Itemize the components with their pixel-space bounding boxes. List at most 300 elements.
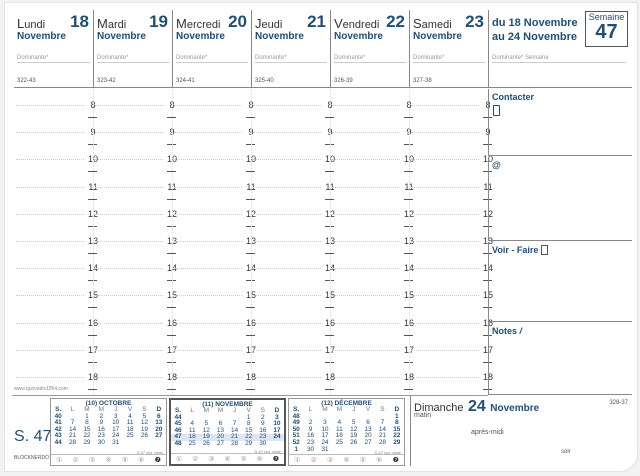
mini-calendar[interactable] <box>169 398 286 466</box>
hour-label[interactable]: 17 <box>87 344 98 355</box>
week-number[interactable]: 45 <box>174 420 182 428</box>
hour-line <box>174 105 242 106</box>
calendar-day[interactable]: 3 <box>323 419 327 427</box>
day-circle-icon[interactable]: ③ <box>326 457 334 464</box>
phone-icon <box>493 105 500 116</box>
calendar-day[interactable]: 7 <box>70 419 75 427</box>
day-dominante: Dominante* <box>334 55 406 63</box>
hour-label[interactable]: 13 <box>482 236 493 246</box>
todo-label: Voir - Faire <box>492 245 539 255</box>
weekday-header: V <box>365 406 371 413</box>
hour-line <box>95 295 163 296</box>
calendar-day[interactable]: 12 <box>350 425 358 433</box>
week-number[interactable]: 50 <box>292 425 300 433</box>
calendar-day[interactable]: 23 <box>256 434 270 441</box>
day-dominante: Dominante* <box>255 55 327 63</box>
calendar-day[interactable]: 17 <box>112 425 120 433</box>
hour-label[interactable]: 9 <box>402 127 416 137</box>
notes-label: Notes <box>492 326 518 336</box>
calendar-day[interactable]: 25 <box>188 439 196 447</box>
day-month: Novembre <box>334 31 383 42</box>
calendar-day[interactable]: 25 <box>126 432 134 440</box>
hour-label[interactable]: 11 <box>165 182 179 192</box>
hour-line <box>411 350 479 351</box>
calendar-day[interactable]: 2 <box>308 419 313 427</box>
hour-label[interactable]: 14 <box>245 263 256 274</box>
calendar-day[interactable]: 14 <box>68 425 77 433</box>
calendar-day[interactable]: 21 <box>378 432 387 440</box>
hour-label[interactable]: 16 <box>87 317 98 328</box>
hour-label[interactable]: 16 <box>166 317 177 328</box>
hour-line <box>253 105 321 106</box>
hour-line <box>174 132 242 133</box>
calendar-day[interactable]: 19 <box>199 434 213 441</box>
calendar-day[interactable]: 16 <box>306 432 315 440</box>
calendar-day[interactable] <box>152 440 166 447</box>
hour-label[interactable]: 11 <box>481 182 495 192</box>
day-dominante: Dominante* <box>17 55 90 63</box>
calendar-grid <box>171 408 284 448</box>
hour-label[interactable]: 10 <box>324 154 335 165</box>
hour-label[interactable]: 13 <box>87 236 98 246</box>
hour-label[interactable]: 11 <box>323 182 337 192</box>
calendar-day[interactable]: 18 <box>335 432 343 440</box>
weekday-header: L <box>190 407 194 414</box>
calendar-day[interactable]: 4 <box>190 420 194 428</box>
hour-line <box>95 214 163 215</box>
hour-label[interactable]: 13 <box>166 236 177 246</box>
hour-label[interactable]: 8 <box>402 100 416 110</box>
hour-line <box>174 241 242 242</box>
day-code: 322-43 <box>17 78 36 84</box>
calendar-day[interactable]: 30 <box>97 438 105 446</box>
week-number-box <box>585 11 628 47</box>
weekday-header: V <box>246 407 251 414</box>
calendar-day[interactable] <box>123 440 137 447</box>
hour-label[interactable]: 12 <box>87 208 98 219</box>
hour-label[interactable]: 17 <box>166 344 177 355</box>
calendar-day[interactable]: 17 <box>321 432 329 440</box>
calendar-day[interactable]: 22 <box>242 434 256 441</box>
week-number[interactable]: 43 <box>54 432 62 440</box>
calendar-day[interactable]: 1 <box>85 412 89 420</box>
day-circle-icon[interactable]: ⑤ <box>240 456 247 463</box>
hour-label[interactable]: 8 <box>323 100 337 110</box>
calendar-day[interactable]: 31 <box>321 445 329 453</box>
hour-label[interactable]: 15 <box>324 290 335 301</box>
calendar-day[interactable]: 13 <box>364 425 372 433</box>
calendar-day[interactable] <box>270 441 284 448</box>
weekday-header: M <box>322 406 328 413</box>
hour-label[interactable]: 8 <box>244 100 258 110</box>
day-circle-icon[interactable]: ① <box>175 456 183 463</box>
day-code: 323-42 <box>97 78 116 84</box>
calendar-day[interactable]: 9 <box>261 420 265 428</box>
sunday-name: Dimanche <box>414 402 464 414</box>
calendar-day[interactable]: 26 <box>202 439 210 447</box>
calendar-day[interactable]: 26 <box>140 432 149 440</box>
week-number[interactable]: 40 <box>54 412 62 420</box>
calendar-day[interactable]: 29 <box>245 439 253 447</box>
calendar-day[interactable]: 9 <box>308 425 313 433</box>
calendar-day[interactable]: 6 <box>218 420 223 428</box>
weekday-header: M <box>203 407 210 414</box>
calendar-day[interactable]: 21 <box>68 432 77 440</box>
hour-label[interactable]: 10 <box>87 154 98 165</box>
calendar-day[interactable]: 30 <box>306 445 315 453</box>
day-circle-icon[interactable]: ① <box>294 457 301 464</box>
day-dominante: Dominante* <box>97 55 169 63</box>
calendar-week-row <box>51 414 166 421</box>
day-header-vendredi[interactable] <box>330 10 409 88</box>
todo-title <box>492 245 629 255</box>
calendar-day[interactable]: 3 <box>113 412 118 420</box>
calendar-day[interactable]: 31 <box>112 438 120 446</box>
mini-calendar[interactable] <box>288 398 405 466</box>
hour-label[interactable]: 17 <box>482 344 493 355</box>
hour-label[interactable]: 18 <box>403 372 414 382</box>
hour-label[interactable]: 17 <box>403 344 414 355</box>
hour-label[interactable]: 13 <box>403 236 414 246</box>
weekday-header: M <box>336 406 343 413</box>
calendar-day[interactable]: 24 <box>112 432 120 440</box>
hour-label[interactable]: 14 <box>403 263 414 274</box>
hour-label[interactable]: 18 <box>245 372 256 382</box>
hour-line <box>332 159 400 160</box>
day-code: 324-41 <box>176 78 195 84</box>
calendar-day[interactable]: 29 <box>83 438 91 446</box>
hour-label[interactable]: 13 <box>324 236 335 246</box>
calendar-day[interactable]: 28 <box>68 438 77 446</box>
week-number[interactable]: 52 <box>292 438 300 446</box>
week-number[interactable]: 42 <box>54 425 62 433</box>
hour-label[interactable]: 9 <box>165 127 179 137</box>
calendar-day[interactable]: 9 <box>99 419 104 427</box>
hour-label[interactable]: 18 <box>324 372 335 382</box>
day-circle-icon[interactable]: ⑤ <box>359 457 367 464</box>
hour-label[interactable]: 18 <box>166 372 177 382</box>
weekday-header: S <box>260 407 265 414</box>
calendar-day[interactable]: 18 <box>126 425 134 433</box>
hour-label[interactable]: 8 <box>481 100 495 110</box>
hour-label[interactable]: 10 <box>245 154 256 165</box>
calendar-day[interactable]: 11 <box>188 426 196 434</box>
day-circle-icon[interactable]: ④ <box>224 456 231 463</box>
calendar-day[interactable]: 30 <box>259 439 267 447</box>
calendar-week-row <box>171 434 284 441</box>
email-panel[interactable] <box>488 157 632 241</box>
calendar-day[interactable]: 5 <box>142 412 147 420</box>
notes-panel[interactable] <box>488 323 632 395</box>
day-header-lundi[interactable] <box>14 10 93 88</box>
calendar-day[interactable]: 24 <box>321 438 329 446</box>
calendar-header-row <box>289 407 404 414</box>
hour-label[interactable]: 12 <box>482 208 493 219</box>
hour-line <box>16 377 84 378</box>
day-name: Jeudi <box>255 16 283 31</box>
calendar-day[interactable]: 12 <box>202 426 210 434</box>
week-number[interactable]: 46 <box>174 426 182 434</box>
hour-label[interactable]: 8 <box>165 100 179 110</box>
calendar-day[interactable]: 26 <box>350 438 358 446</box>
hour-label[interactable]: 8 <box>86 100 100 110</box>
calendar-day[interactable]: 23 <box>306 438 315 446</box>
calendar-day[interactable]: 14 <box>378 425 387 433</box>
calendar-day[interactable]: 15 <box>393 425 401 433</box>
calendar-footnote: S-47 jour visite <box>136 450 163 455</box>
sunday-section[interactable] <box>410 396 632 466</box>
calendar-day[interactable]: 17 <box>273 426 281 434</box>
calendar-day[interactable]: 28 <box>378 438 387 446</box>
weekday-header: L <box>70 406 75 413</box>
calendar-day[interactable]: 24 <box>270 434 284 441</box>
calendar-day[interactable]: 23 <box>97 432 105 440</box>
calendar-grid <box>289 407 404 453</box>
calendar-day[interactable]: 15 <box>83 425 91 433</box>
calendar-day[interactable]: 4 <box>128 412 132 420</box>
day-circle-icon[interactable]: ④ <box>343 457 350 464</box>
day-circle-icon[interactable]: ③ <box>88 457 96 464</box>
hour-label[interactable]: 12 <box>324 208 335 219</box>
calendar-day[interactable]: 14 <box>230 426 239 434</box>
calendar-header-row <box>51 407 166 414</box>
contact-panel[interactable] <box>488 89 632 156</box>
day-header-mercredi[interactable] <box>172 10 251 88</box>
hour-label[interactable]: 18 <box>482 372 493 382</box>
day-circle-icon[interactable]: ⑥ <box>376 457 383 464</box>
hour-line <box>174 214 242 215</box>
calendar-day[interactable]: 10 <box>112 419 120 427</box>
hour-line <box>95 323 163 324</box>
weekday-header: M <box>217 407 224 414</box>
weekday-header: D <box>394 406 400 413</box>
hour-label[interactable]: 18 <box>87 372 98 382</box>
hour-label[interactable]: 11 <box>402 182 416 192</box>
calendar-day[interactable]: 2 <box>261 413 265 421</box>
hour-label[interactable]: 16 <box>324 317 335 328</box>
calendar-day[interactable]: 28 <box>230 439 239 447</box>
week-number[interactable]: 47 <box>171 434 185 441</box>
hour-line <box>253 159 321 160</box>
hour-label[interactable]: 9 <box>86 127 100 137</box>
hour-line <box>253 295 321 296</box>
hour-line <box>95 350 163 351</box>
calendar-day[interactable] <box>361 447 375 454</box>
calendar-day[interactable] <box>137 440 151 447</box>
day-month: Novembre <box>413 31 462 42</box>
calendar-day[interactable] <box>332 447 346 454</box>
calendar-day[interactable]: 1 <box>395 412 399 420</box>
hour-label[interactable]: 15 <box>403 290 414 301</box>
calendar-title: (12) DÉCEMBRE <box>321 400 372 407</box>
calendar-day[interactable]: 8 <box>395 419 399 427</box>
calendar-day[interactable]: 21 <box>228 434 242 441</box>
hour-label[interactable]: 15 <box>87 290 98 301</box>
hour-label[interactable]: 12 <box>245 208 256 219</box>
week-number[interactable]: 49 <box>292 419 300 427</box>
email-title: @ <box>492 160 501 170</box>
calendar-day[interactable]: 6 <box>366 419 370 427</box>
calendar-day[interactable]: 7 <box>232 420 237 428</box>
hour-line <box>95 159 163 160</box>
week-number[interactable]: 44 <box>174 413 182 421</box>
calendar-day[interactable]: 10 <box>321 425 329 433</box>
sunday-header <box>414 398 539 416</box>
day-circle-icon[interactable]: ① <box>56 457 63 464</box>
calendar-week-row <box>171 441 284 448</box>
hour-label[interactable]: 15 <box>482 290 493 301</box>
calendar-day[interactable]: 11 <box>335 425 343 433</box>
hour-label[interactable]: 9 <box>244 127 258 137</box>
calendar-day[interactable]: 15 <box>245 426 253 434</box>
day-header-samedi[interactable] <box>409 10 488 88</box>
hour-label[interactable]: 17 <box>324 344 335 355</box>
hour-line <box>332 241 400 242</box>
calendar-day[interactable]: 5 <box>204 420 209 428</box>
day-circle-icon[interactable]: ⑥ <box>256 456 263 463</box>
hour-label[interactable]: 14 <box>87 263 98 274</box>
day-circle-icon[interactable]: ❼ <box>154 457 161 464</box>
calendar-day[interactable]: 12 <box>140 419 149 427</box>
day-circles <box>171 453 284 463</box>
day-circle-icon[interactable]: ② <box>72 457 79 464</box>
week-number[interactable]: 1 <box>294 445 298 453</box>
day-code: 325-40 <box>255 78 274 84</box>
sunday-apres-midi: après-midi <box>471 429 504 436</box>
day-header-mardi[interactable] <box>93 10 172 88</box>
todo-panel[interactable] <box>488 242 632 322</box>
hour-line <box>16 241 84 242</box>
hour-label[interactable]: 12 <box>403 208 414 219</box>
calendar-day[interactable]: 16 <box>97 425 105 433</box>
calendar-day[interactable]: 8 <box>85 419 89 427</box>
day-circle-icon[interactable]: ❼ <box>272 456 280 463</box>
day-circles <box>51 454 166 464</box>
mini-calendar[interactable] <box>50 398 167 466</box>
hour-label[interactable]: 11 <box>86 182 100 192</box>
week-number[interactable]: 48 <box>174 439 182 447</box>
day-circle-icon[interactable]: ② <box>192 456 199 463</box>
hour-line <box>332 187 400 188</box>
calendar-day[interactable]: 18 <box>185 434 199 441</box>
sunday-number: 24 <box>467 398 486 415</box>
hour-line <box>174 268 242 269</box>
day-circle-icon[interactable]: ❼ <box>392 457 399 464</box>
day-number: 19 <box>149 12 168 31</box>
day-header-jeudi[interactable] <box>251 10 330 88</box>
hour-label[interactable]: 15 <box>245 290 256 301</box>
day-number: 18 <box>70 12 89 31</box>
day-circle-icon[interactable]: ③ <box>208 456 215 463</box>
hour-label[interactable]: 13 <box>245 236 256 246</box>
hour-label[interactable]: 16 <box>245 317 256 328</box>
day-number: 22 <box>386 12 405 31</box>
calendar-day[interactable]: 11 <box>126 419 134 427</box>
hour-label[interactable]: 17 <box>245 344 256 355</box>
hour-line <box>95 187 163 188</box>
week-number[interactable]: 51 <box>292 432 300 440</box>
day-dominante: Dominante* <box>413 55 485 63</box>
day-circles <box>289 454 404 464</box>
day-circle-icon[interactable]: ⑤ <box>121 457 129 464</box>
hour-line <box>253 187 321 188</box>
calendar-day[interactable]: 5 <box>351 419 356 427</box>
calendar-day[interactable]: 10 <box>273 420 281 428</box>
calendar-day[interactable]: 3 <box>275 413 279 421</box>
calendar-day[interactable]: 20 <box>155 425 163 433</box>
hour-label[interactable]: 14 <box>324 263 335 274</box>
hour-label[interactable]: 15 <box>166 290 177 301</box>
week-label: Semaine <box>588 12 625 22</box>
hour-label[interactable]: 9 <box>323 127 337 137</box>
hour-label[interactable]: 10 <box>482 154 493 165</box>
calendar-day[interactable]: 19 <box>140 425 149 433</box>
day-circle-icon[interactable]: ⑥ <box>138 457 145 464</box>
calendar-day[interactable]: 27 <box>364 438 372 446</box>
week-number[interactable]: 48 <box>292 412 300 420</box>
calendar-day[interactable]: 27 <box>155 432 163 440</box>
day-circle-icon[interactable]: ② <box>310 457 317 464</box>
day-month: Novembre <box>17 31 66 42</box>
hour-line <box>174 295 242 296</box>
calendar-day[interactable]: 6 <box>157 412 161 420</box>
hour-label[interactable]: 14 <box>166 263 177 274</box>
calendar-day[interactable]: 22 <box>393 432 401 440</box>
hour-label[interactable]: 10 <box>403 154 414 165</box>
calendar-day[interactable]: 2 <box>99 412 104 420</box>
hour-line <box>411 159 479 160</box>
calendar-week-row <box>51 440 166 447</box>
hour-line <box>332 105 400 106</box>
calendar-day[interactable]: 19 <box>350 432 358 440</box>
week-number[interactable]: 41 <box>54 419 62 427</box>
hour-label[interactable]: 16 <box>403 317 414 328</box>
hour-line <box>332 132 400 133</box>
calendar-day[interactable]: 22 <box>83 432 91 440</box>
calendar-day[interactable]: 13 <box>216 426 225 434</box>
calendar-footnote: S-47 jour visite <box>254 449 281 454</box>
hour-label[interactable]: 11 <box>244 182 258 192</box>
column-divider <box>172 89 173 395</box>
week-number[interactable]: 44 <box>54 438 62 446</box>
calendar-day[interactable]: 16 <box>259 426 267 434</box>
hour-line <box>95 377 163 378</box>
hour-line <box>174 323 242 324</box>
calendar-day[interactable]: 7 <box>380 419 385 427</box>
calendar-day[interactable]: 20 <box>213 434 227 441</box>
calendar-day[interactable]: 13 <box>155 419 163 427</box>
hour-label[interactable]: 16 <box>482 317 493 328</box>
day-number: 23 <box>465 12 484 31</box>
calendar-day[interactable]: 4 <box>337 419 342 427</box>
calendar-day[interactable]: 25 <box>335 438 343 446</box>
hour-label[interactable]: 12 <box>166 208 177 219</box>
hour-line <box>253 350 321 351</box>
hour-line <box>16 187 84 188</box>
calendar-day[interactable]: 8 <box>246 420 251 428</box>
calendar-day[interactable]: 27 <box>216 439 225 447</box>
sunday-soir: soir <box>561 449 571 455</box>
calendar-day[interactable]: 1 <box>246 413 251 421</box>
calendar-day[interactable] <box>347 447 361 454</box>
hour-label[interactable]: 10 <box>166 154 177 165</box>
hour-label[interactable]: 9 <box>481 127 495 137</box>
weekday-header: S. <box>55 406 62 413</box>
calendar-day[interactable]: 20 <box>364 432 372 440</box>
hour-label[interactable]: 14 <box>482 263 493 274</box>
day-circle-icon[interactable]: ④ <box>105 457 112 464</box>
calendar-day[interactable]: 29 <box>393 438 401 446</box>
